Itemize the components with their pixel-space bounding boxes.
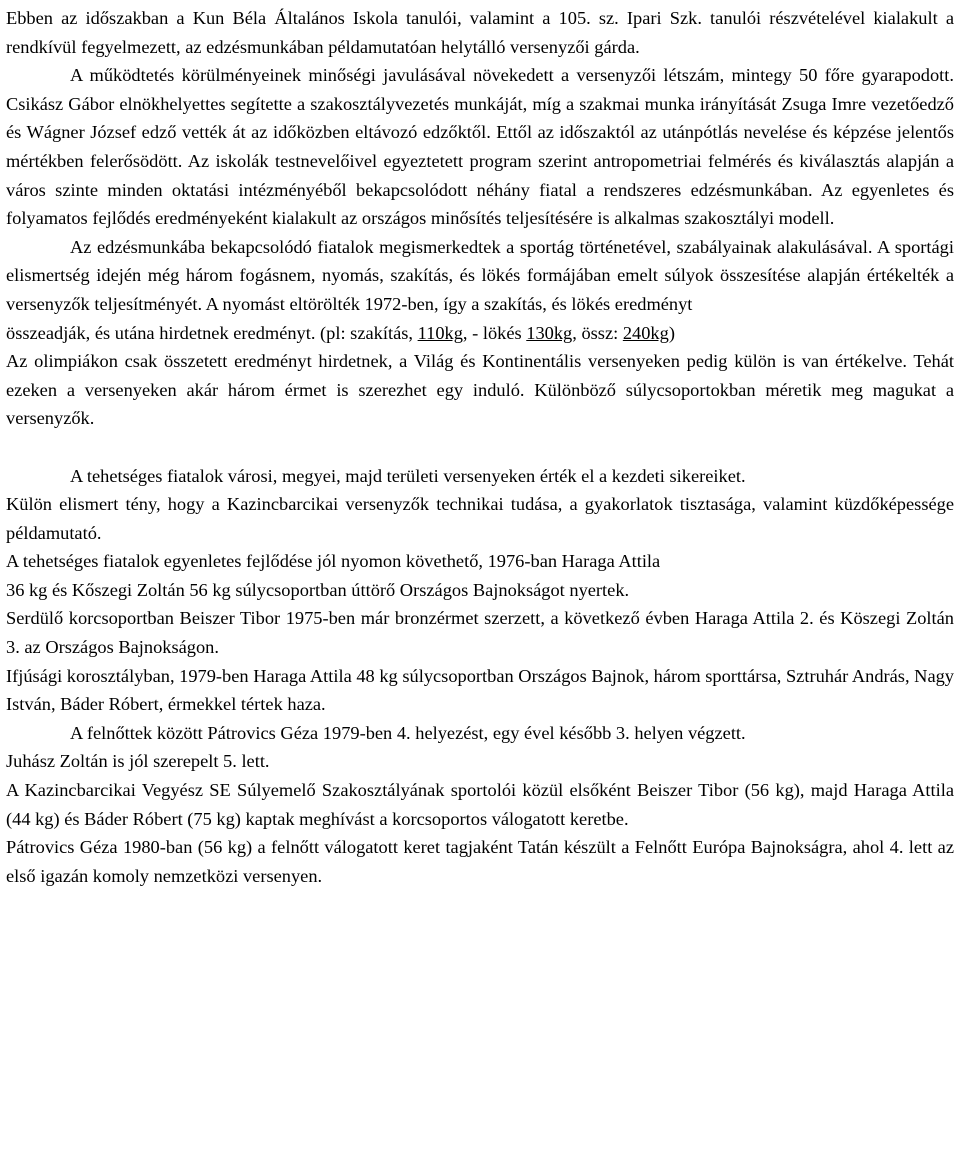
results-text-total: , össz:: [572, 322, 623, 343]
paragraph-junior: Ifjúsági korosztályban, 1979-ben Haraga Attila 48 kg súlycsoportban Országos Bajnok, három sporttársa, Sztruhár András, Nagy István, Báder Róbert, érmekkel tértek haza.: [6, 665, 954, 715]
blank-line: [6, 433, 954, 462]
results-text-after: ): [668, 322, 675, 343]
paragraph-technique: Külön elismert tény, hogy a Kazincbarcikai versenyzők technikai tudása, a gyakorlatok tisztasága, valamint küzdőképessége példamutató.: [6, 494, 954, 543]
paragraph-cadet: Serdülő korcsoportban Beiszer Tibor 1975-ben már bronzérmet szerzett, a következő évben Haraga Attila 2. és Köszegi Zoltán 3. az Országos Bajnokságon.: [6, 608, 954, 658]
snatch-value: 110kg,: [417, 322, 468, 343]
clean-jerk-value: 130kg: [526, 322, 573, 343]
paragraph-history: Az edzésmunkába bekapcsolódó fiatalok megismerkedtek a sportág történetével, szabályainak alakulásával. A sportági elismertség idején még három fogásnem, nyomás, szakítás, és lökés formájában emelt súlyok összesítése alapján értékelték a versenyzők teljesítményét. A nyomást eltörölték 1972-ben, így a szakítás, és lökés eredményt: [6, 236, 954, 314]
paragraph-management: A működtetés körülményeinek minőségi javulásával növekedett a versenyzői létszám, mintegy 50 főre gyarapodott. Csikász Gábor elnökhelyettes segítette a szakosztályvezetés munkáját, míg a szakmai munka irányítását Zsuga Imre vezetőedző és Wágner József edző vették át az időközben eltávozó edzőktől. Ettől az időszaktól az utánpótlás nevelése és képzése jelentős mértékben felerősödött. Az iskolák testnevelőivel egyeztetett program szerint antropometriai felmérés és kiválasztás alapján a város szinte minden oktatási intézményéből bekapcsolódott néhány fiatal a rendszeres edzésmunkában. Az egyenletes és folyamatos fejlődés eredményeként kialakult az országos minősítés teljesítésére is alkalmas szakosztályi modell.: [6, 65, 954, 229]
total-value: 240kg: [622, 322, 669, 343]
paragraph-early-success: A tehetséges fiatalok városi, megyei, majd területi versenyeken érték el a kezdeti sikereiket.: [70, 465, 746, 486]
paragraph-intro: Ebben az időszakban a Kun Béla Általános Iskola tanulói, valamint a 105. sz. Ipari Szk. tanulói részvételével kialakult a rendkívül fegyelmezett, az edzésmunkában példamutatóan helytálló versenyzői gárda.: [6, 8, 954, 57]
paragraph-national-team: A Kazincbarcikai Vegyész SE Súlyemelő Szakosztályának sportolói közül elsőként Beiszer Tibor (56 kg), majd Haraga Attila (44 kg) és Báder Róbert (75 kg) kaptak meghívást a korcsoportos válogatott keretbe.: [6, 780, 954, 829]
paragraph-juhasz: Juhász Zoltán is jól szerepelt 5. lett.: [6, 751, 270, 772]
paragraph-progress: A tehetséges fiatalok egyenletes fejlődése jól nyomon követhető, 1976-ban Haraga Attila: [6, 551, 661, 572]
results-text-before: összeadják, és utána hirdetnek eredményt. (pl: szakítás,: [6, 322, 418, 343]
paragraph-adults: A felnőttek között Pátrovics Géza 1979-ben 4. helyezést, egy ével később 3. helyen végzett.: [70, 722, 746, 743]
results-text-middle: - lökés: [467, 322, 527, 343]
paragraph-european-championship: Pátrovics Géza 1980-ban (56 kg) a felnőtt válogatott keret tagjaként Tatán készült a Felnőtt Európa Bajnokságra, ahol 4. lett az első igazán komoly nemzetközi versenyen.: [6, 837, 954, 886]
paragraph-olympics: Az olimpiákon csak összetett eredményt hirdetnek, a Világ és Kontinentális versenyeken pedig külön is van értékelve. Tehát ezeken a versenyeken akár három érmet is szerezhet egy induló. Különböző súlycsoportokban méretik meg magukat a versenyzők.: [6, 351, 954, 429]
paragraph-pioneer-championship: 36 kg és Kőszegi Zoltán 56 kg súlycsoportban úttörő Országos Bajnokságot nyertek.: [6, 579, 630, 600]
paragraph-results-example: [6, 319, 954, 348]
